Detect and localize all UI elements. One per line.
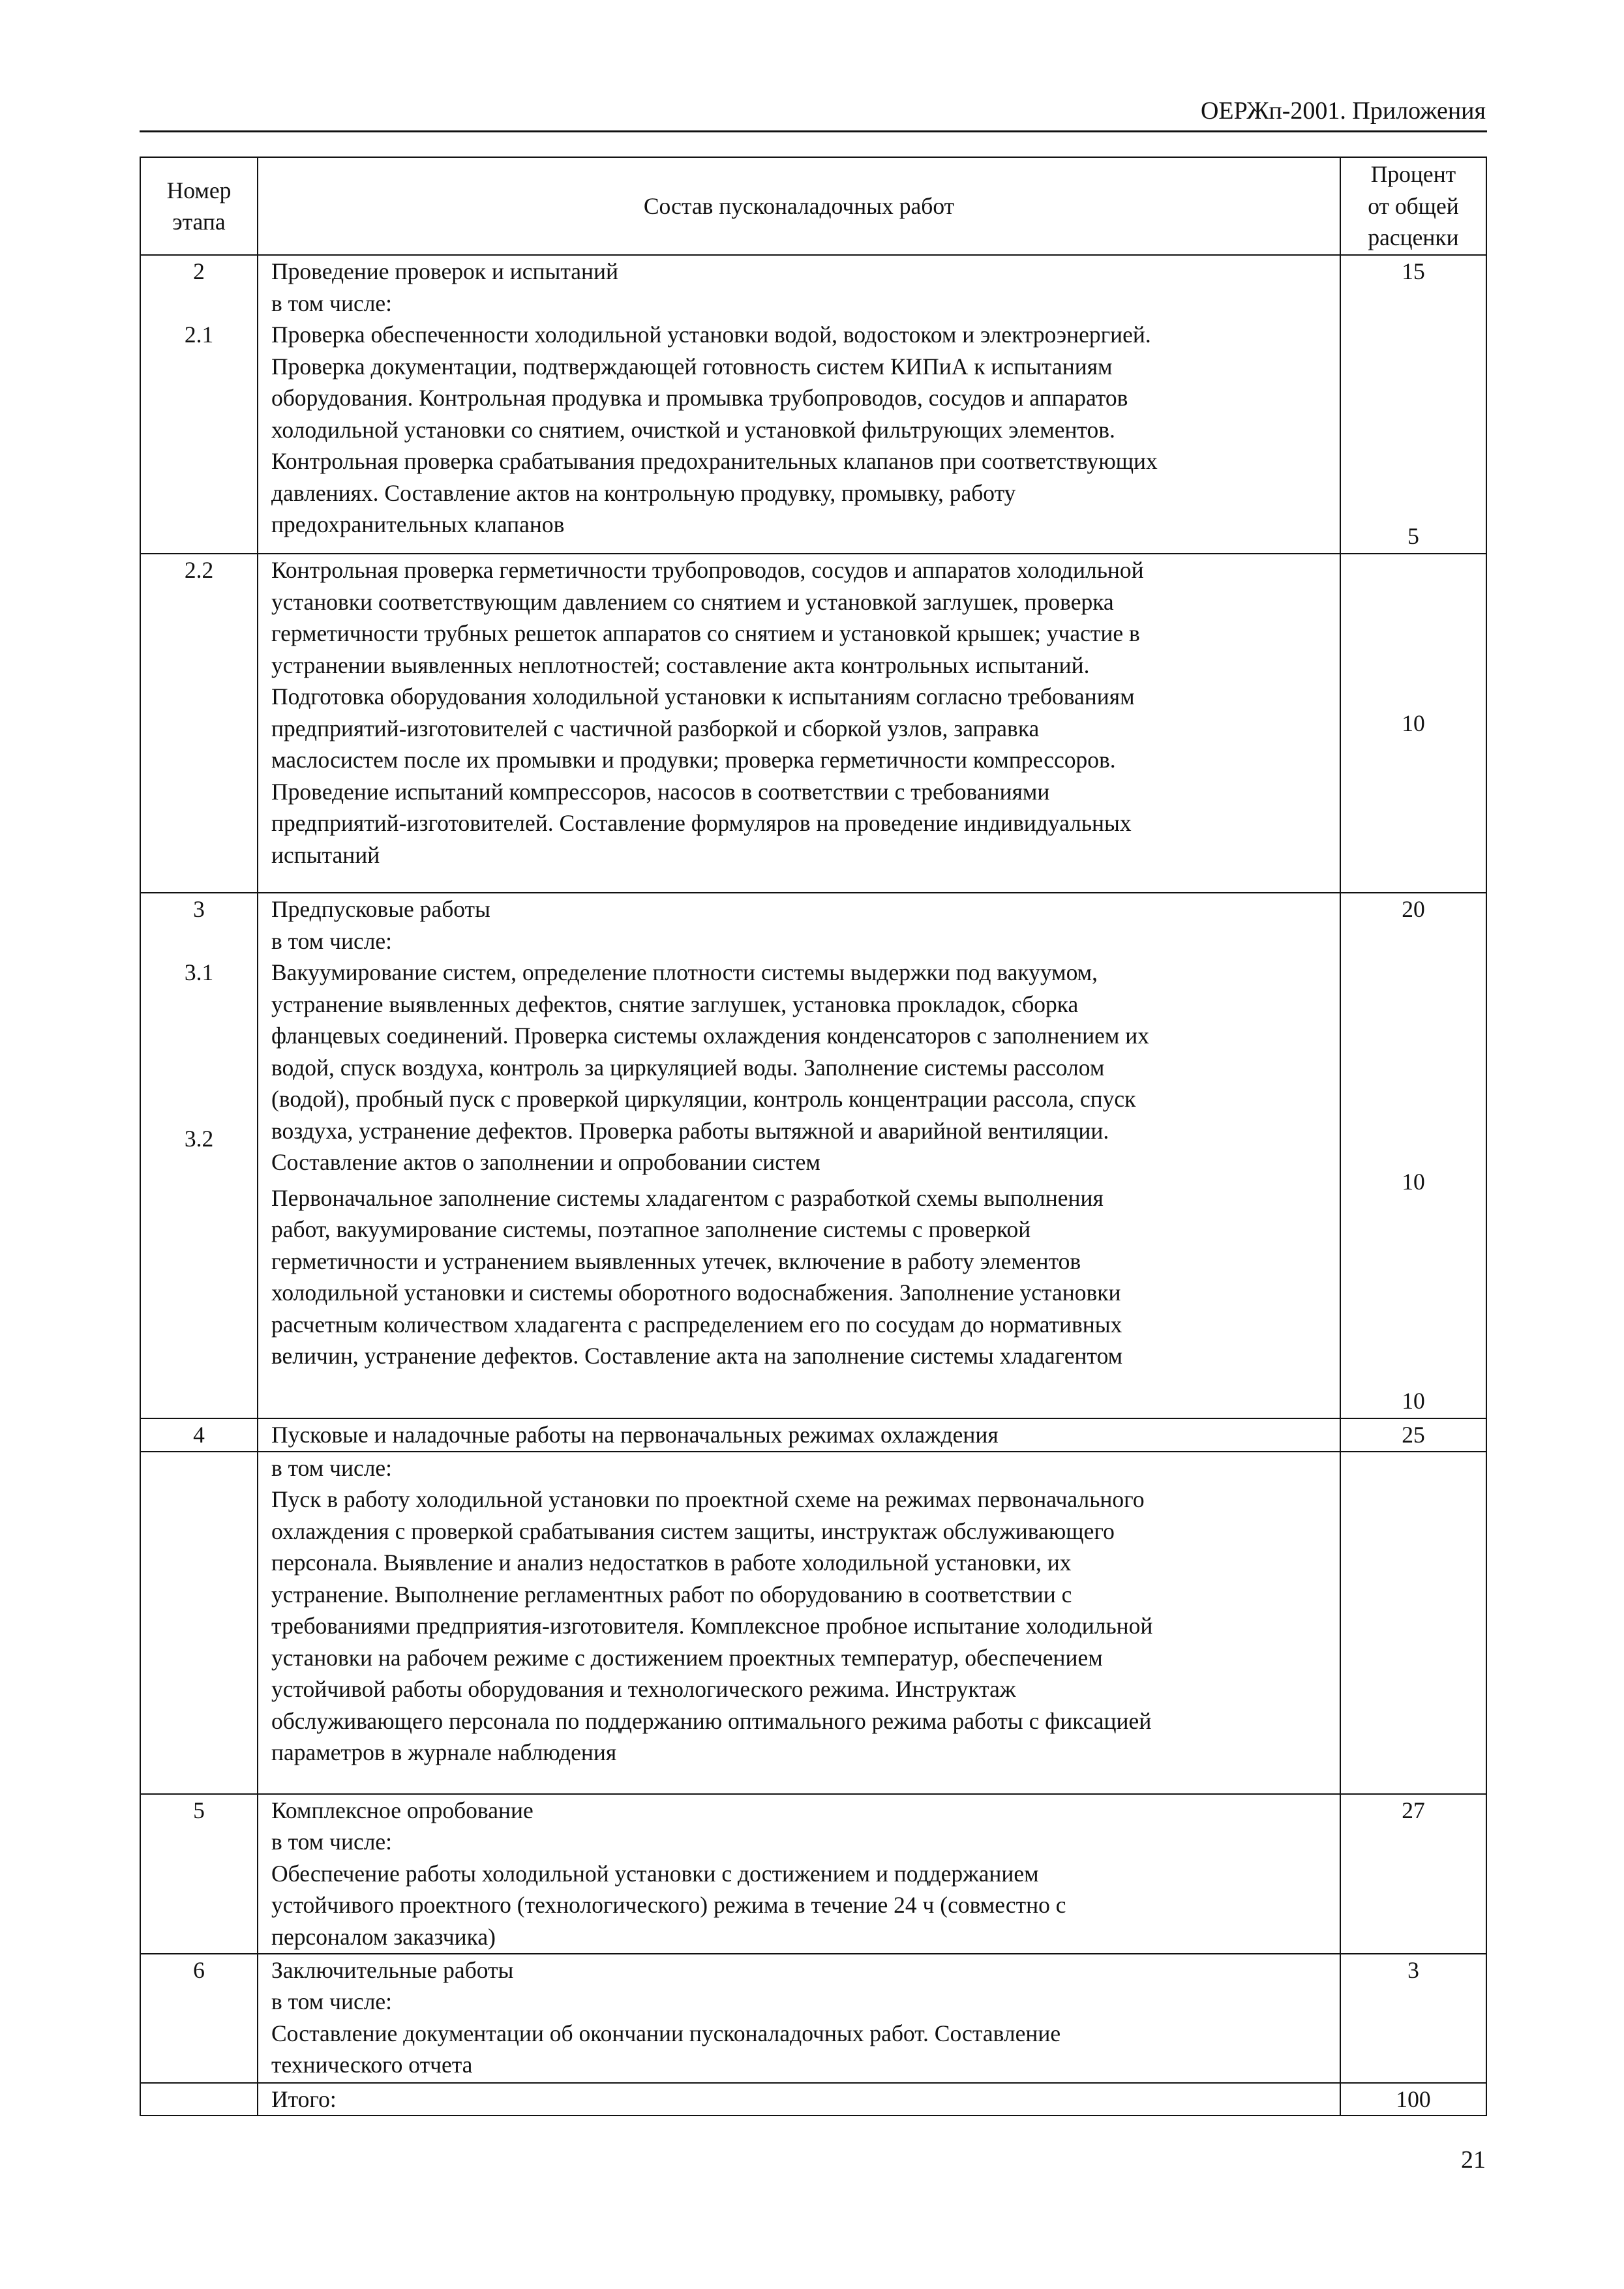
work-description-cell: Предпусковые работы в том числе: Вакуумирование систем, определение плотности системы выдержки под вакуумом, устранение выявленных дефектов, снятие заглушек, установка прокладок, сборка фланцевых соединений. Проверка системы охлаждения конденсаторов с заполнением их водой, спуск воздуха, контроль за циркуляцией воды. Заполнение системы рассолом (водой), пробный пуск с проверкой циркуляции, контроль концентрации рассола, спуск воздуха, устранение дефектов. Проверка работы вытяжной и аварийной вентиляции. Составление актов о заполнении и опробовании систем Первоначальное заполнение системы хладагентом с разработкой схемы выполнения работ, вакуумирование системы, поэтапное заполнение системы с проверкой герметичности и устранением выявленных утечек, включение в работу элементов холодильной установки и системы оборотного водоснабжения. Заполнение установки расчетным количеством хладагента с распределением его по сосудам до нормативных величин, устранение дефектов. Составление акта на заполнение системы хладагентом	[258, 893, 1340, 1418]
work-description-cell: Заключительные работы в том числе: Составление документации об окончании пусконаладочных работ. Составление технического отчета	[258, 1954, 1340, 2083]
stage-number-cell: 2 2.1	[140, 255, 258, 554]
percent-cell: 10	[1340, 554, 1486, 893]
running-header-title: ОЕРЖп-2001. Приложения	[1200, 97, 1486, 125]
header-rule	[140, 130, 1487, 132]
header-stage-number: Номер этапа	[140, 157, 258, 255]
table-header-row	[140, 157, 1486, 255]
total-label: Итого:	[258, 2083, 1340, 2116]
total-percent: 100	[1340, 2083, 1486, 2116]
stage-number-cell: 2.2	[140, 554, 258, 893]
percent-cell: 27	[1340, 1794, 1486, 1954]
works-table	[140, 157, 1487, 2116]
table-total-row	[140, 2083, 1486, 2116]
table-row	[140, 1954, 1486, 2083]
percent-cell: 3	[1340, 1954, 1486, 2083]
table-row	[140, 255, 1486, 554]
table-row	[140, 1794, 1486, 1954]
header-percent: Процент от общей расценки	[1340, 157, 1486, 255]
work-description-cell: Комплексное опробование в том числе: Обеспечение работы холодильной установки с достижением и поддержанием устойчивого проектного (технологического) режима в течение 24 ч (совместно с персоналом заказчика)	[258, 1794, 1340, 1954]
page-number: 21	[1461, 2146, 1486, 2174]
work-description-cell: Проведение проверок и испытаний в том числе: Проверка обеспеченности холодильной установки водой, водостоком и электроэнергией. Проверка документации, подтверждающей готовность систем КИПиА к испытаниям оборудования. Контрольная продувка и промывка трубопроводов, сосудов и аппаратов холодильной установки со снятием, очисткой и установкой фильтрующих элементов. Контрольная проверка срабатывания предохранительных клапанов при соответствующих давлениях. Составление актов на контрольную продувку, промывку, работу предохранительных клапанов	[258, 255, 1340, 554]
percent-cell: 15 5	[1340, 255, 1486, 554]
percent-cell: 20 10 10	[1340, 893, 1486, 1418]
percent-sub-value: 10	[1402, 1387, 1425, 1414]
stage-number-cell: 6	[140, 1954, 258, 2083]
percent-sub-value: 5	[1407, 522, 1419, 549]
header-work-content: Состав пусконаладочных работ	[258, 157, 1340, 255]
work-description-cell: Контрольная проверка герметичности трубопроводов, сосудов и аппаратов холодильной установки соответствующим давлением со снятием и установкой заглушек, проверка герметичности трубных решеток аппаратов со снятием и установкой крышек; участие в устранении выявленных неплотностей; составление акта контрольных испытаний. Подготовка оборудования холодильной установки к испытаниям согласно требованиям предприятий-изготовителей с частичной разборкой и сборкой узлов, заправка маслосистем после их промывки и продувки; проверка герметичности компрессоров. Проведение испытаний компрессоров, насосов в соответствии с требованиями предприятий-изготовителей. Составление формуляров на проведение индивидуальных испытаний	[258, 554, 1340, 893]
table-row	[140, 1452, 1486, 1794]
table-row	[140, 554, 1486, 893]
stage-number-cell: 4	[140, 1418, 258, 1452]
stage-number-cell: 5	[140, 1794, 258, 1954]
work-description-cell: в том числе: Пуск в работу холодильной установки по проектной схеме на режимах первоначального охлаждения с проверкой срабатывания систем защиты, инструктаж обслуживающего персонала. Выявление и анализ недостатков в работе холодильной установки, их устранение. Выполнение регламентных работ по оборудованию в соответствии с требованиями предприятия-изготовителя. Комплексное пробное испытание холодильной установки на рабочем режиме с достижением проектных температур, обеспечением устойчивой работы оборудования и технологического режима. Инструктаж обслуживающего персонала по поддержанию оптимального режима работы с фиксацией параметров в журнале наблюдения	[258, 1452, 1340, 1794]
stage-number-cell	[140, 1452, 258, 1794]
table-row	[140, 1418, 1486, 1452]
percent-cell	[1340, 1452, 1486, 1794]
percent-cell: 25	[1340, 1418, 1486, 1452]
percent-sub-value: 10	[1402, 1169, 1425, 1195]
stage-number-cell	[140, 2083, 258, 2116]
stage-number-cell: 3 3.1 3.2	[140, 893, 258, 1418]
table-row	[140, 893, 1486, 1418]
work-description-cell: Пусковые и наладочные работы на первоначальных режимах охлаждения	[258, 1418, 1340, 1452]
